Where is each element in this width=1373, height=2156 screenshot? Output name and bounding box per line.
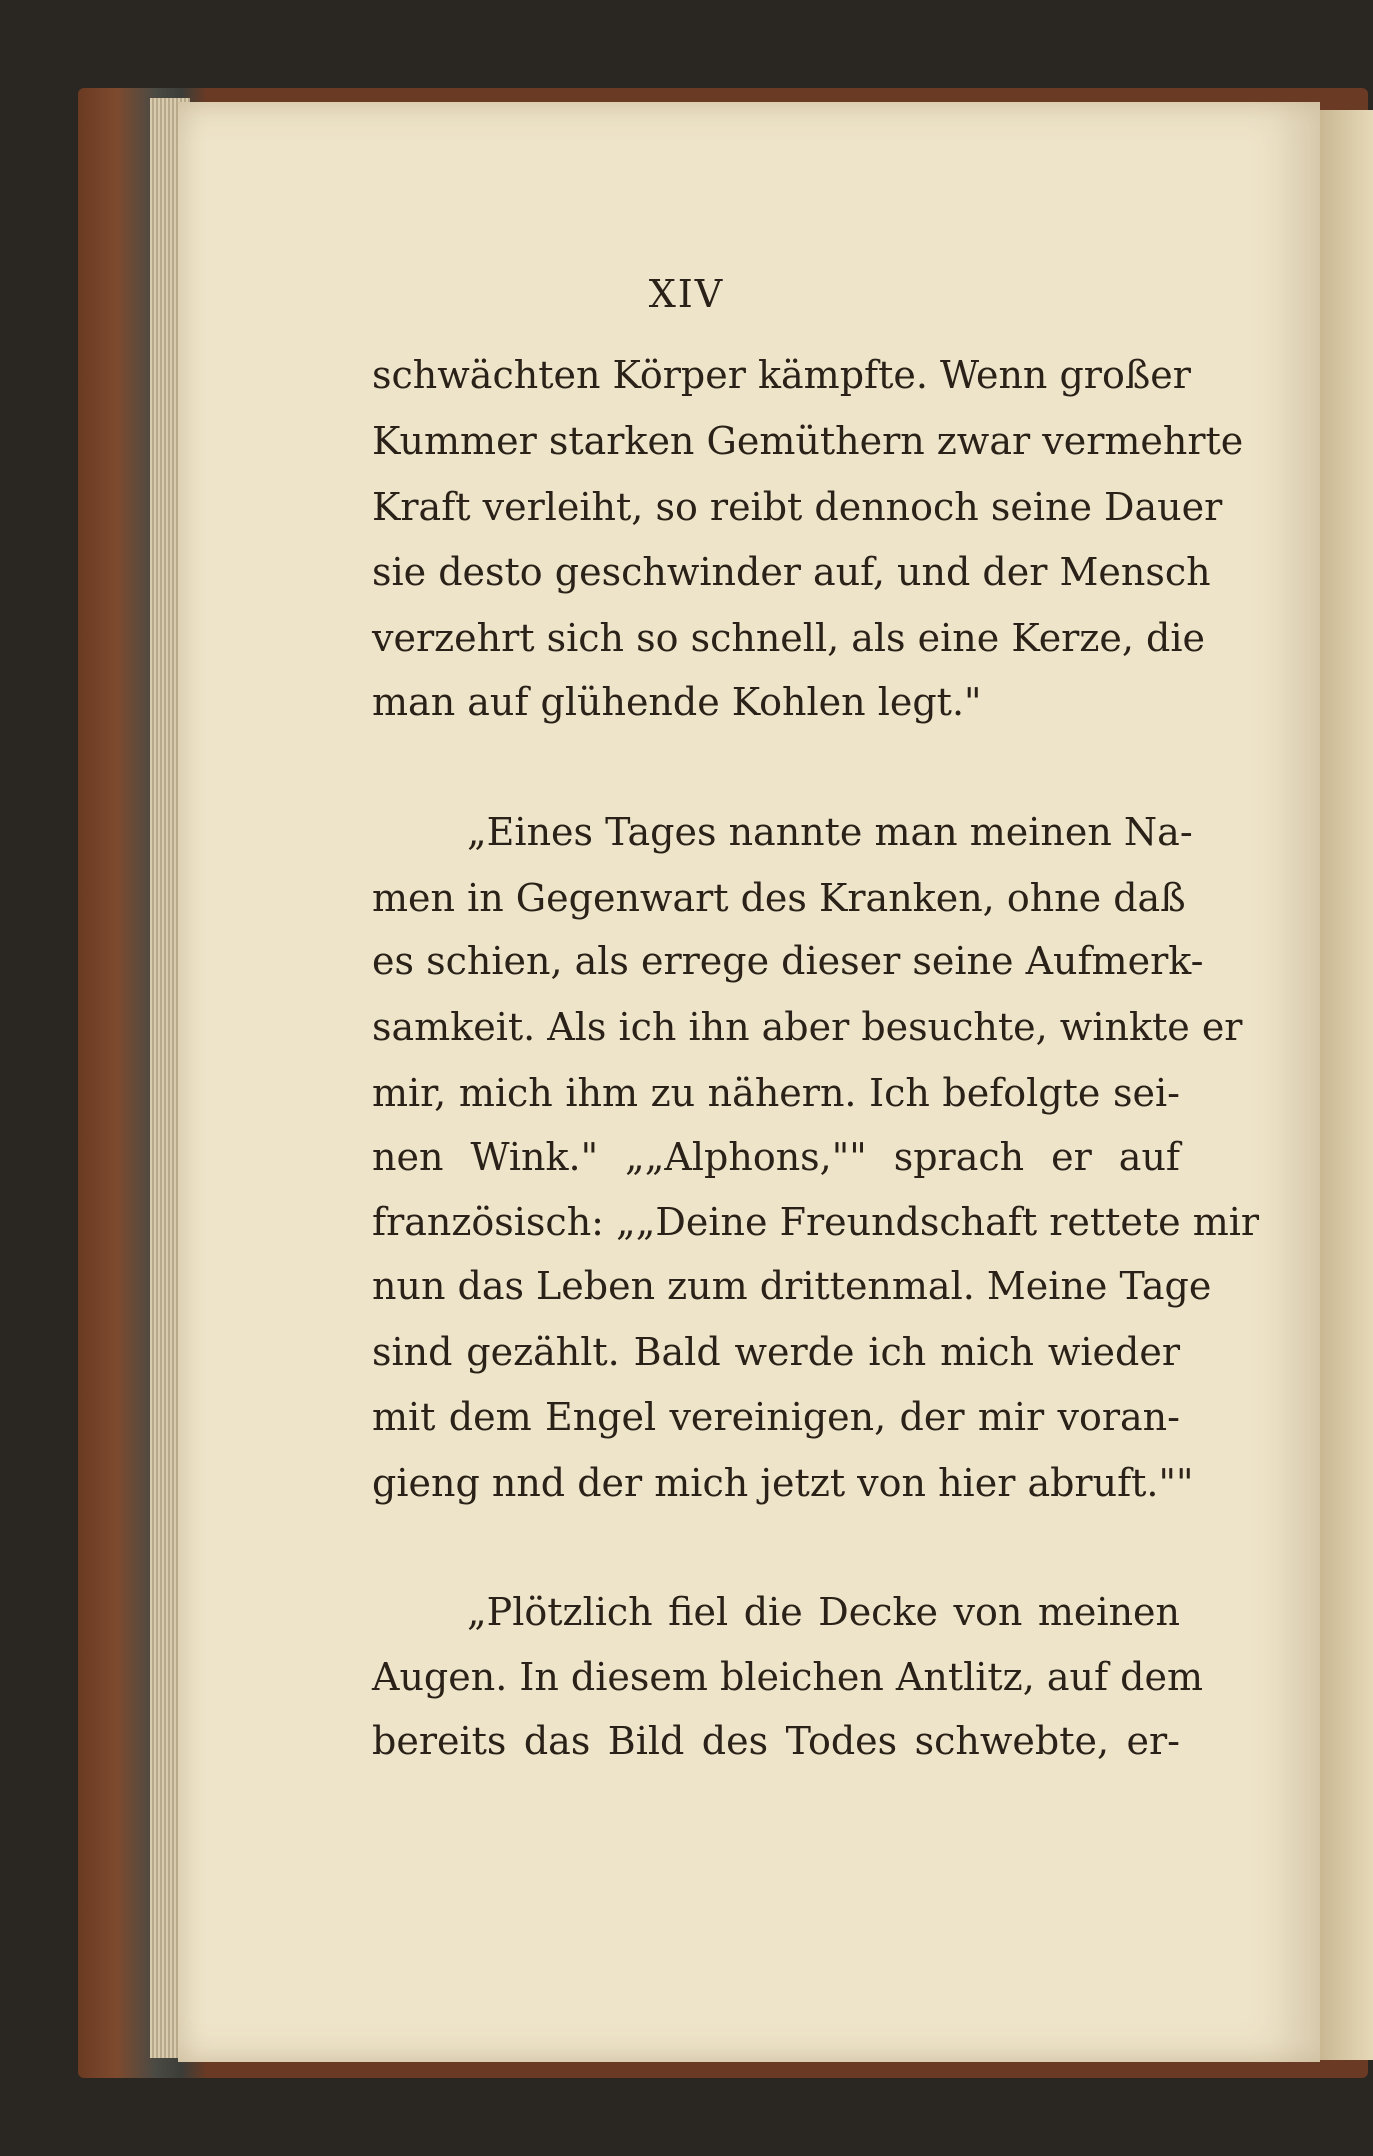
- text-line: Augen. In diesem bleichen Antlitz, auf dem: [372, 1655, 1203, 1699]
- text-line: sie desto geschwinder auf, und der Mensch: [372, 550, 1211, 594]
- text-line: es schien, als errege dieser seine Aufmerk-: [372, 939, 1204, 983]
- text-line: mir, mich ihm zu nähern. Ich befolgte sei-: [372, 1071, 1180, 1115]
- text-line: schwächten Körper kämpfte. Wenn großer: [372, 353, 1191, 397]
- text-line: Kraft verleiht, so reibt dennoch seine Dauer: [372, 485, 1223, 529]
- text-line: men in Gegenwart des Kranken, ohne daß: [372, 876, 1186, 920]
- text-line: nun das Leben zum drittenmal. Meine Tage: [372, 1264, 1212, 1308]
- text-line: „Eines Tages nannte man meinen Na-: [467, 810, 1193, 854]
- text-line: Kummer starken Gemüthern zwar vermehrte: [372, 419, 1244, 463]
- text-line: samkeit. Als ich ihn aber besuchte, winkte er: [372, 1005, 1243, 1049]
- text-line: mit dem Engel vereinigen, der mir voran-: [372, 1395, 1180, 1439]
- text-line: sind gezählt. Bald werde ich mich wieder: [372, 1330, 1180, 1374]
- page-number: XIV: [648, 272, 725, 316]
- text-line: nen Wink." „„Alphons,"" sprach er auf: [372, 1135, 1180, 1179]
- text-line: bereits das Bild des Todes schwebte, er-: [372, 1719, 1180, 1763]
- facing-page-edge: [1320, 110, 1373, 2060]
- text-line: man auf glühende Kohlen legt.": [372, 680, 982, 724]
- text-line: „Plötzlich fiel die Decke von meinen: [467, 1590, 1180, 1634]
- text-line: französisch: „„Deine Freundschaft rettete mir: [372, 1200, 1260, 1244]
- text-line: verzehrt sich so schnell, als eine Kerze, die: [372, 616, 1205, 660]
- text-line: gieng nnd der mich jetzt von hier abruft."": [372, 1461, 1194, 1505]
